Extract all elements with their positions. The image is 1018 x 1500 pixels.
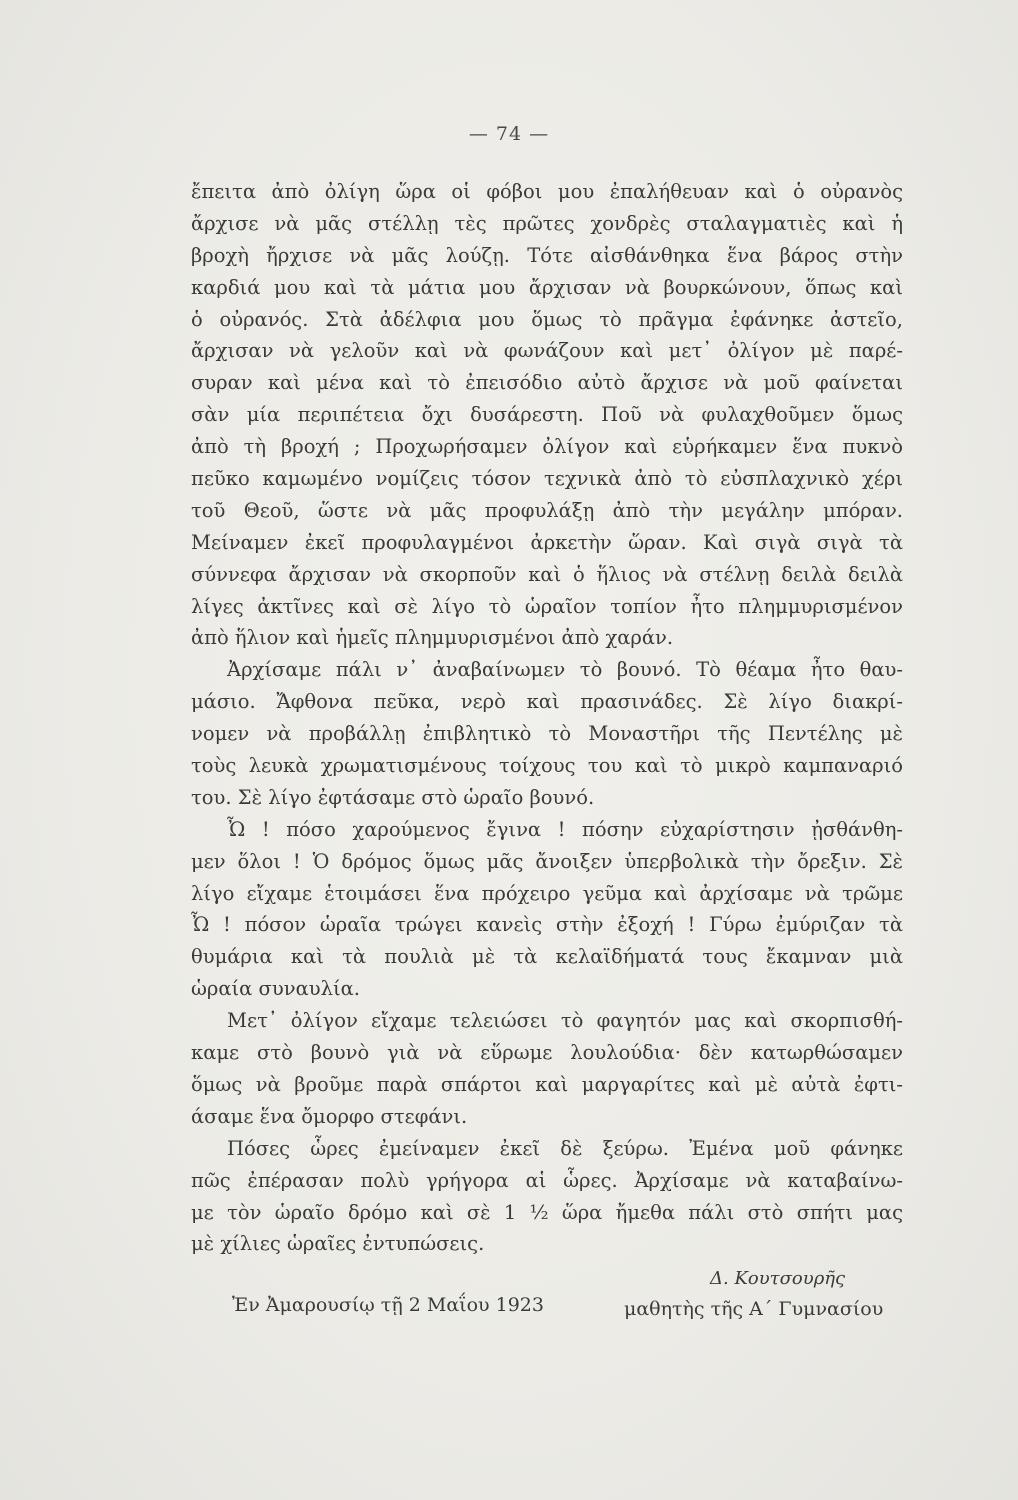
signature-block	[0, 1268, 1018, 1338]
text-line: ἄρχισαν νὰ γελοῦν καὶ νὰ φωνάζουν καὶ μετ᾽ ὀλίγον μὲ παρέ-	[191, 339, 903, 363]
text-line: Ὦ ! πόσο χαρούμενος ἔγινα ! πόσην εὐχαρίστησιν ᾐσθάνθη-	[227, 817, 903, 841]
text-line: Μείναμεν ἐκεῖ προφυλαγμένοι ἀρκετὴν ὥραν. Καὶ σιγὰ σιγὰ τὰ	[191, 530, 903, 554]
text-line: λίγες ἀκτῖνες καὶ σὲ λίγο τὸ ὡραῖον τοπίον ἦτο πλημμυρισμένον	[191, 594, 903, 618]
text-line: Πόσες ὧρες ἐμείναμεν ἐκεῖ δὲ ξεύρω. Ἐμένα μοῦ φάνηκε	[227, 1136, 903, 1160]
signature-date: Ἐν Ἀμαρουσίῳ τῇ 2 Μαΐου 1923	[232, 1294, 544, 1316]
text-line: πῶς ἐπέρασαν πολὺ γρήγορα αἱ ὧρες. Ἀρχίσαμε νὰ καταβαίνω-	[191, 1168, 903, 1192]
text-line: βροχὴ ἤρχισε νὰ μᾶς λούζῃ. Τότε αἰσθάνθηκα ἕνα βάρος στὴν	[191, 243, 903, 267]
text-line: τοῦ Θεοῦ, ὥστε νὰ μᾶς προφυλάξῃ ἀπὸ τὴν μεγάλην μπόραν.	[191, 498, 903, 522]
text-line: πεῦκο καμωμένο νομίζεις τόσον τεχνικὰ ἀπὸ τὸ εὐσπλαχνικὸ χέρι	[191, 467, 903, 491]
text-line: καρδιά μου καὶ τὰ μάτια μου ἄρχισαν νὰ βουρκώνουν, ὅπως καὶ	[191, 275, 903, 299]
text-line: ὅμως νὰ βροῦμε παρὰ σπάρτοι καὶ μαργαρίτες καὶ μὲ αὐτὰ ἐφτι-	[191, 1072, 903, 1096]
text-line: μεν ὅλοι ! Ὁ δρόμος ὅμως μᾶς ἄνοιξεν ὑπερβολικὰ τὴν ὄρεξιν. Σὲ	[191, 849, 903, 873]
text-line: θυμάρια καὶ τὰ πουλιὰ μὲ τὰ κελαϊδήματά τους ἔκαμναν μιὰ	[191, 945, 903, 969]
text-line: του. Σὲ λίγο ἐφτάσαμε στὸ ὡραῖο βουνό.	[191, 785, 595, 809]
text-line: ἄρχισε νὰ μᾶς στέλλῃ τὲς πρῶτες χονδρὲς σταλαγματιὲς καὶ ἡ	[191, 211, 903, 235]
author-role: μαθητὴς τῆς Α΄ Γυμνασίου	[624, 1298, 884, 1320]
text-line: μάσιο. Ἄφθονα πεῦκα, νερὸ καὶ πρασινάδες. Σὲ λίγο διακρί-	[191, 690, 903, 714]
text-line: τοὺς λευκὰ χρωματισμένους τοίχους του καὶ τὸ μικρὸ καμπαναριό	[191, 754, 903, 778]
body-text	[191, 176, 903, 1260]
text-line: σύννεφα ἄρχισαν νὰ σκορποῦν καὶ ὁ ἥλιος νὰ στέλνῃ δειλὰ δειλὰ	[191, 562, 903, 586]
text-line: Ὦ ! πόσον ὡραῖα τρώγει κανεὶς στὴν ἐξοχή ! Γύρω ἐμύριζαν τὰ	[191, 913, 903, 937]
text-line: ὡραία συναυλία.	[191, 977, 360, 1001]
text-line: μὲ χίλιες ὡραῖες ἐντυπώσεις.	[191, 1232, 485, 1256]
text-line: Μετ᾽ ὀλίγον εἴχαμε τελειώσει τὸ φαγητόν μας καὶ σκορπισθή-	[227, 1009, 903, 1033]
text-line: συραν καὶ μένα καὶ τὸ ἐπεισόδιο αὐτὸ ἄρχισε νὰ μοῦ φαίνεται	[191, 371, 903, 395]
text-line: ἔπειτα ἀπὸ ὀλίγη ὥρα οἱ φόβοι μου ἐπαλήθευαν καὶ ὁ οὐρανὸς	[191, 180, 903, 203]
text-line: ὁ οὐρανός. Στὰ ἀδέλφια μου ὅμως τὸ πρᾶγμα ἐφάνηκε ἀστεῖο,	[191, 307, 903, 331]
text-line: Ἀρχίσαμε πάλι ν᾽ ἀναβαίνωμεν τὸ βουνό. Τὸ θέαμα ἦτο θαυ-	[227, 658, 903, 682]
text-line: σὰν μία περιπέτεια ὄχι δυσάρεστη. Ποῦ νὰ φυλαχθοῦμεν ὅμως	[191, 403, 903, 427]
page-number: — 74 —	[468, 123, 550, 145]
text-line: με τὸν ὡραῖο δρόμο καὶ σὲ 1 ½ ὥρα ἤμεθα πάλι στὸ σπήτι μας	[191, 1200, 903, 1224]
text-line: καμε στὸ βουνὸ γιὰ νὰ εὕρωμε λουλούδια· δὲν κατωρθώσαμεν	[191, 1041, 903, 1065]
text-line: νομεν νὰ προβάλλῃ ἐπιβλητικὸ τὸ Μοναστῆρι τῆς Πεντέλης μὲ	[191, 722, 903, 746]
text-line: λίγο εἴχαμε ἑτοιμάσει ἕνα πρόχειρο γεῦμα καὶ ἀρχίσαμε νὰ τρῶμε	[191, 881, 903, 905]
text-line: ἀπὸ ἥλιον καὶ ἡμεῖς πλημμυρισμένοι ἀπὸ χαράν.	[191, 626, 674, 650]
text-line: ἀπὸ τὴ βροχή ; Προχωρήσαμεν ὀλίγον καὶ εὑρήκαμεν ἕνα πυκνὸ	[191, 435, 903, 459]
text-line: άσαμε ἕνα ὄμορφο στεφάνι.	[191, 1104, 468, 1128]
author-name: Δ. Κουτσουρῆς	[710, 1268, 846, 1289]
